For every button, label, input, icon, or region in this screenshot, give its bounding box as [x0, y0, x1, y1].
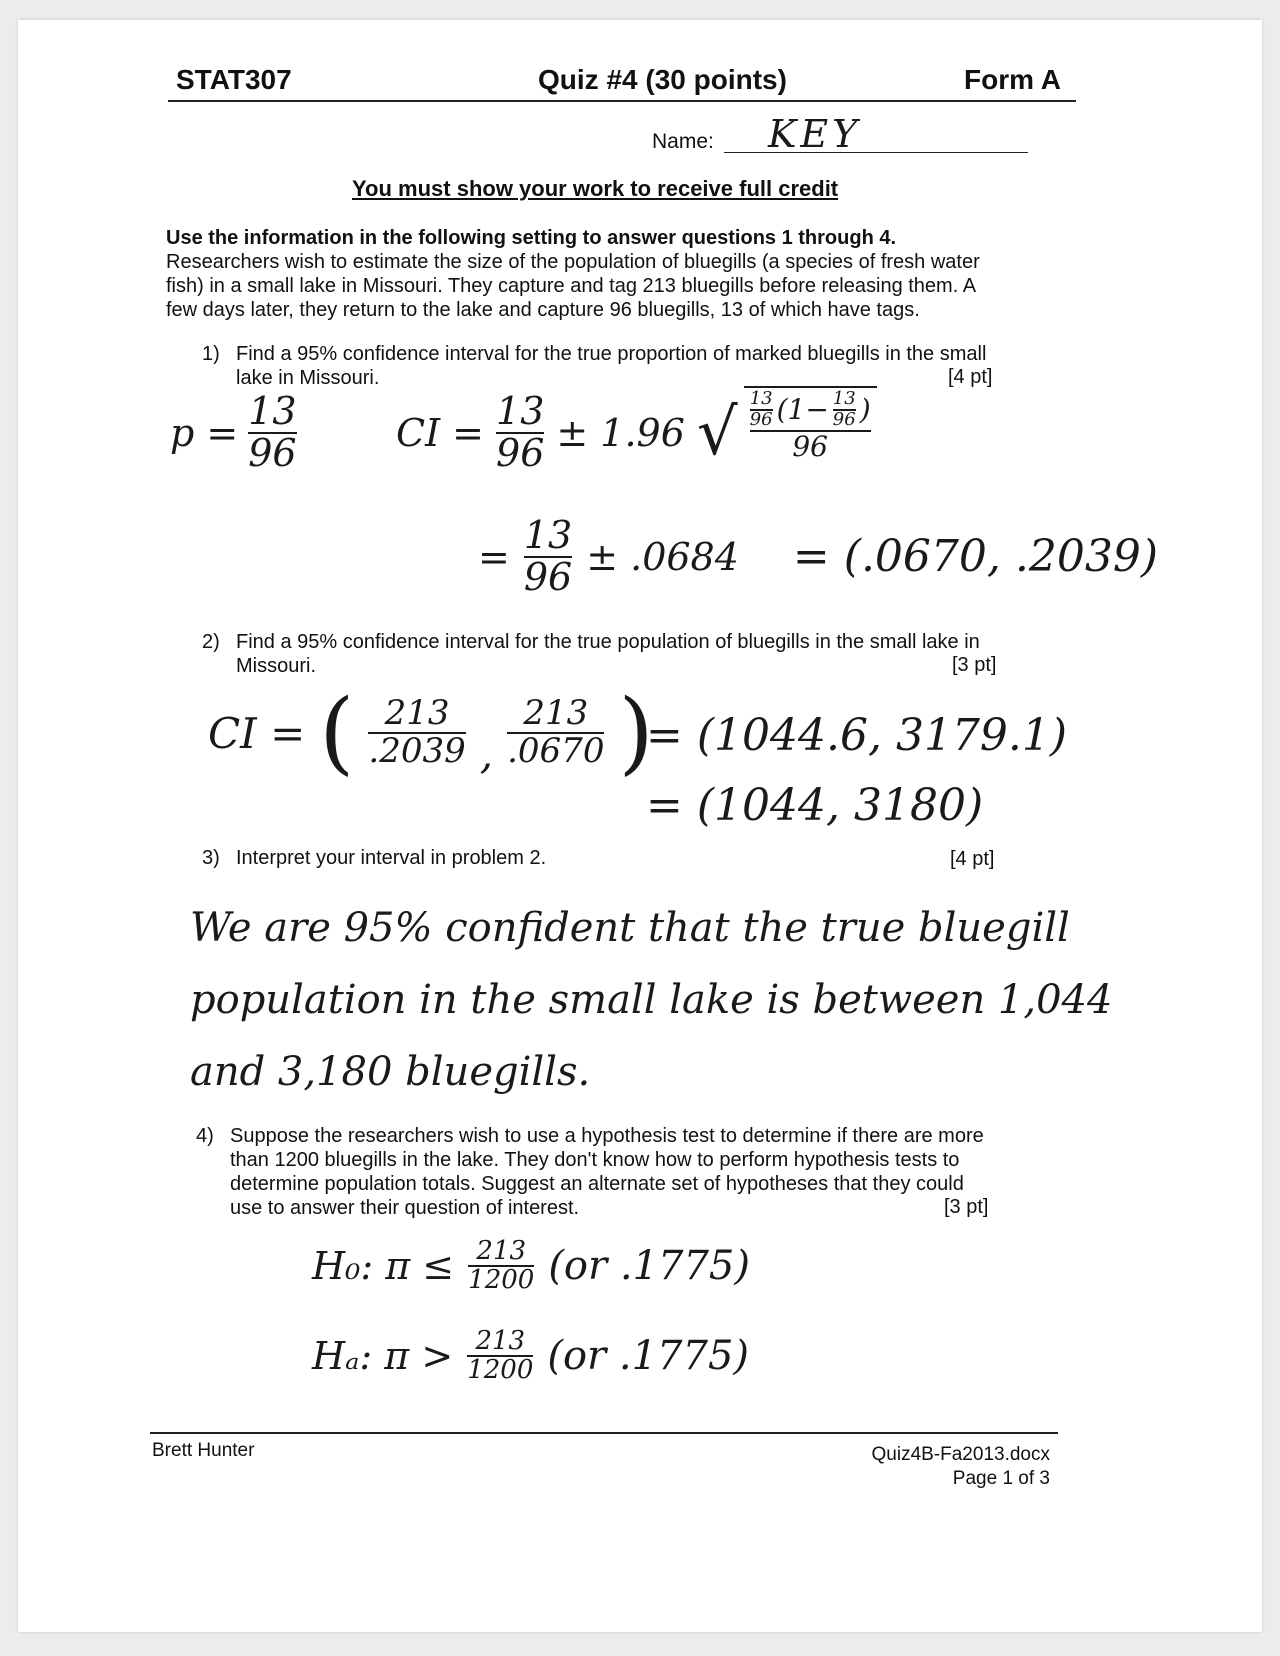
question-line: determine population totals. Suggest an alternate set of hypotheses that they could — [230, 1173, 964, 1195]
ci-interval: = (.0670, .2039) — [792, 531, 1159, 583]
interpretation-line: population in the small lake is between 1,044 — [190, 977, 1113, 1023]
q3-interpretation — [190, 892, 1150, 1108]
q1-p-hat — [170, 389, 297, 475]
question-line: Missouri. — [236, 655, 317, 677]
question-line: Find a 95% confidence interval for the true population of bluegills in the small lake in — [236, 631, 980, 653]
setting-lead: Use the information in the following setting to answer questions 1 through 4. — [166, 227, 897, 249]
name-label: Name: — [652, 130, 714, 153]
question-1-number: 1) — [202, 343, 220, 365]
course-code: STAT307 — [176, 64, 292, 95]
fraction-numerator: 13 — [496, 389, 545, 433]
footer-page-number: Page 1 of 3 — [952, 1468, 1050, 1489]
sqrt-radicand — [744, 386, 877, 464]
name-value: KEY — [768, 112, 862, 156]
header-rule — [168, 100, 1076, 102]
q4-alt-hypothesis — [312, 1328, 749, 1385]
work-instruction: You must show your work to receive full credit — [352, 176, 839, 201]
fraction-denominator: 96 — [523, 554, 573, 599]
footer-filename: Quiz4B-Fa2013.docx — [871, 1444, 1050, 1465]
fraction-numerator: 213 — [475, 1326, 526, 1356]
interpretation-line: and 3,180 bluegills. — [190, 1049, 591, 1095]
fraction-denominator: .0670 — [507, 731, 605, 771]
question-3-number: 3) — [202, 847, 220, 869]
question-4-number: 4) — [196, 1125, 214, 1147]
inner-fraction — [833, 390, 856, 430]
q1-ci-formula — [396, 388, 877, 475]
question-line: Find a 95% confidence interval for the true proportion of marked bluegills in the small — [236, 343, 987, 365]
setting-line: few days later, they return to the lake and capture 96 bluegills, 13 of which have tags. — [166, 299, 920, 321]
q4-null-hypothesis — [312, 1238, 750, 1295]
question-2-number: 2) — [202, 631, 220, 653]
footer-author: Brett Hunter — [152, 1440, 255, 1461]
ha-label: Hₐ: π > — [312, 1334, 454, 1379]
fraction-denominator: 1200 — [468, 1265, 535, 1296]
paren-close: ) — [859, 393, 871, 427]
q2-result-rounded: = (1044, 3180) — [646, 780, 984, 831]
fraction-denominator: 96 — [248, 430, 297, 475]
fraction-denominator: 96 — [832, 409, 856, 431]
radicand-denominator: 96 — [792, 430, 828, 464]
inner-fraction — [750, 390, 773, 430]
p-hat-fraction — [248, 389, 297, 475]
paren-close: ) — [618, 680, 654, 785]
h0-decimal: (or .1775) — [548, 1243, 750, 1290]
question-2-points: [3 pt] — [952, 654, 997, 676]
form-label: Form A — [964, 64, 1061, 95]
radicand-numerator — [750, 390, 871, 430]
h0-fraction — [468, 1238, 534, 1295]
setting-line: fish) in a small lake in Missouri. They capture and tag 213 bluegills before releasing them. A — [166, 275, 977, 297]
p-hat-label: p = — [170, 410, 239, 455]
question-line: lake in Missouri. — [236, 367, 380, 389]
fraction-numerator: 213 — [384, 693, 450, 734]
question-3-points: [4 pt] — [950, 848, 995, 870]
fraction-denominator: 96 — [496, 430, 545, 475]
paren-open: (1− — [776, 393, 829, 427]
fraction-numerator: 213 — [476, 1236, 527, 1266]
fraction-numerator: 213 — [523, 693, 589, 734]
paren-open: ( — [319, 680, 355, 785]
fraction-numerator: 13 — [832, 388, 856, 410]
ha-fraction — [467, 1328, 533, 1385]
fraction-denominator: 96 — [749, 409, 773, 431]
fraction-numerator: 13 — [248, 389, 297, 433]
ci-label: CI = — [208, 708, 306, 758]
q2-result-raw: = (1044.6, 3179.1) — [646, 710, 1068, 761]
margin-of-error: ± .0684 — [586, 534, 739, 579]
h0-label: H₀: π ≤ — [312, 1244, 455, 1289]
q1-ci-result — [478, 513, 1159, 599]
footer-rule — [150, 1432, 1058, 1434]
equals-sign: = — [478, 534, 510, 579]
fraction-denominator: 1200 — [467, 1355, 534, 1386]
ci-fraction — [496, 389, 545, 475]
q2-ci-formula — [208, 680, 654, 785]
result-fraction — [523, 513, 573, 599]
interpretation-line: We are 95% confident that the true bluegill — [190, 905, 1070, 951]
question-4-points: [3 pt] — [944, 1196, 989, 1218]
question-line: Suppose the researchers wish to use a hypothesis test to determine if there are more — [230, 1125, 984, 1147]
question-line: use to answer their question of interest. — [230, 1197, 580, 1219]
comma: , — [479, 728, 494, 778]
fraction-numerator: 13 — [749, 388, 773, 410]
quiz-page — [18, 20, 1262, 1632]
fraction-denominator: .2039 — [368, 731, 466, 771]
fraction-numerator: 13 — [523, 513, 573, 557]
pop-fraction-lower — [368, 693, 466, 771]
ci-label: CI = — [396, 410, 485, 455]
setting-line: Researchers wish to estimate the size of the population of bluegills (a species of fresh water — [166, 251, 980, 273]
sqrt-symbol: √ — [696, 395, 738, 470]
plus-minus-z: ± 1.96 — [556, 410, 685, 455]
setting-text — [166, 226, 1086, 322]
pop-fraction-upper — [507, 693, 605, 771]
question-1-points: [4 pt] — [948, 366, 993, 388]
question-line: than 1200 bluegills in the lake. They don't know how to perform hypothesis tests to — [230, 1149, 960, 1171]
quiz-title: Quiz #4 (30 points) — [538, 64, 787, 95]
question-3-text: Interpret your interval in problem 2. — [236, 847, 547, 869]
ha-decimal: (or .1775) — [547, 1333, 749, 1380]
